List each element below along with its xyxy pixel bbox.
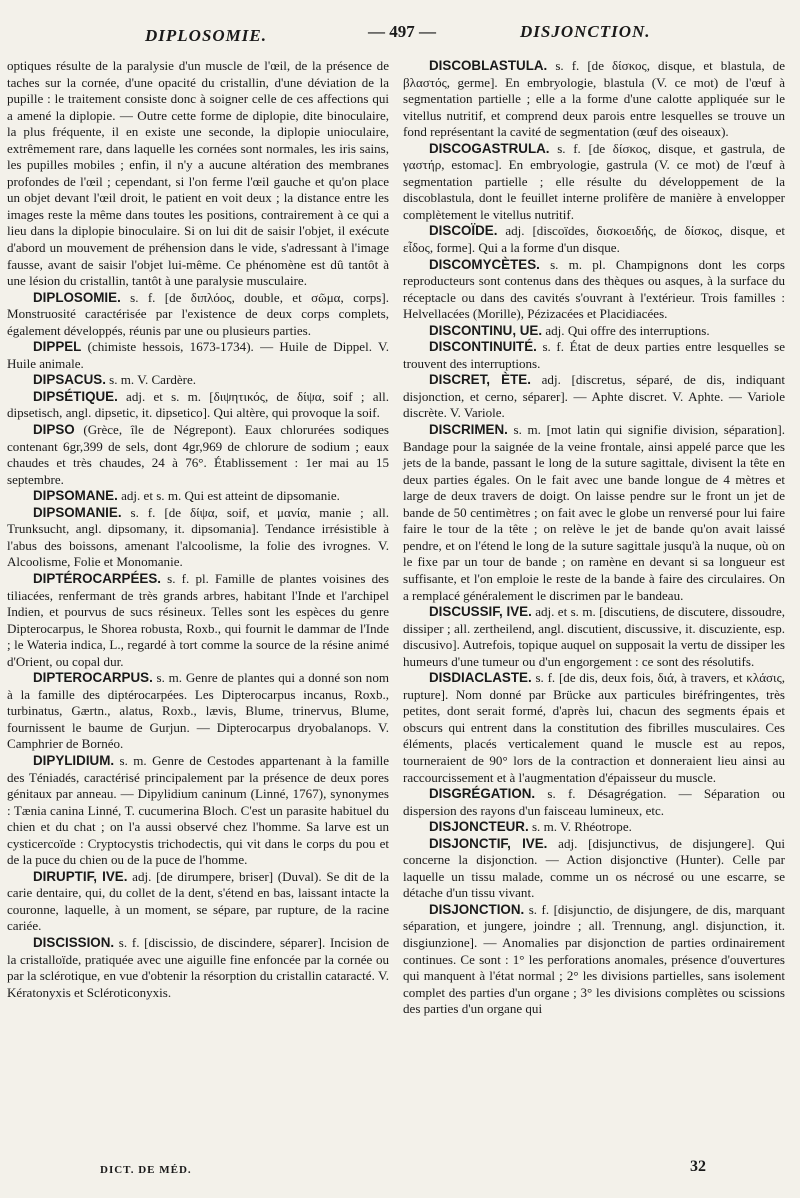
entry-definition: s. m. Genre de plantes qui a donné son nom à la famille des diptérocarpées. Les Dipterocarpus incanus, Roxb., turbinatus, Gærtn., alatus, Roxb., lævis, Blume, trinervus, Blume, fournissent le baume de Gurjun. — Dipterocarpus dryobalanops. V. Camphrier de Bornéo. (7, 670, 389, 752)
entry-headword: DISDIACLASTE. (429, 670, 532, 686)
entry-definition: adj. et s. m. [διψητικός, de δίψα, soif ; all. dipsetisch, angl. dipsetic, it. dipsetico]. Qui altère, qui provoque la soif. (7, 388, 389, 421)
entry-headword: DIPSÉTIQUE. (33, 388, 118, 404)
running-header (0, 14, 800, 48)
dictionary-entry (7, 339, 389, 372)
entry-headword: DISCOBLASTULA. (429, 58, 548, 73)
entry-headword: DIRUPTIF, IVE. (33, 868, 128, 884)
dictionary-entry (7, 422, 389, 488)
dictionary-entry (403, 836, 785, 902)
dictionary-entry (403, 670, 785, 786)
entry-definition: s. f. [de διπλόος, double, et σῶμα, corps]. Monstruosité caractérisée par l'existence de deux corps complets, également développés, réunis par une ou plusieurs parties. (7, 289, 389, 338)
entry-definition: (chimiste hessois, 1673-1734). — Huile de Dippel. V. Huile animale. (7, 339, 389, 371)
entry-headword: DISCUSSIF, IVE. (429, 604, 532, 620)
entry-definition: s. m. [mot latin qui signifie division, séparation]. Bandage pour la saignée de la veine frontale, ainsi appelé parce que les jets de la bande, passant le long de la suture sagittale, divisent la tête en deux parties égales. On le fait avec une bande longue de 4 mètres et large de deux travers de doigt. On laisse pendre sur le front un jet de bande de 50 centimètres ; on fait avec le globe un renversé pour lui faire faire le tour de la tête ; on relève le jet de bande qu'on avait laissé pendre, et on l'étend le long de la suture sagittale jusqu'à la nuque, où on le fixe par un tour de bande ; on ramène en devant si sa longueur est suffisante, et l'on emploie le reste de la bande à faire des circulaires. On a remplacé généralement le discrimen par le bandeau. (403, 422, 785, 603)
entry-headword: DIPYLIDIUM. (33, 752, 115, 768)
entry-definition: optiques résulte de la paralysie d'un muscle de l'œil, de la présence de taches sur la cornée, d'une opacité du cristallin, d'une déviation de la pupille : le traitement consiste donc à soigner celle de ces affections qui a amené la diplopie. — Outre cette forme de diplopie, dite binoculaire, la plus fréquente, il en existe une seconde, la diplopie unioculaire, extrêmement rare, dans laquelle les cornées sont normales, les iris sains, les pupilles mobiles ; enfin, il n'y a aucune altération des membranes profondes de l'œil ; cependant, si l'on ferme l'œil gauche et qu'on place un objet devant l'œil droit, le patient en voit deux ; la distance entre les images reste la même dans toutes les positions, contrairement à ce qui a lieu dans la diplopie binoculaire. Si on lui dit de saisir l'objet, il exécute d'abord un mouvement de préhension dans le vide, s'adressant à l'image fausse, avant de saisir l'objet lui-même. Ce phénomène est dû tantôt à une lésion du cristallin, tantôt à une paralysie musculaire. (7, 58, 389, 289)
entry-headword: DIPSOMANIE. (33, 504, 122, 520)
entry-definition: adj. [discoïdes, δισκοειδής, de δίσκος, disque, et εἶδος, forme]. Qui a la forme d'un disque. (403, 223, 785, 256)
signature-mark: 32 (690, 1158, 706, 1175)
dictionary-entry (403, 223, 785, 256)
entry-definition: adj. et s. m. Qui est atteint de dipsomanie. (117, 488, 340, 504)
entry-definition: s. f. [de δίσκος, disque, et blastula, de βλαστός, germe]. En embryologie, blastula (V. ce mot) de l'œuf à segmentation partielle ; elle a la forme d'une calotte appliquée sur le vitellus nutritif, et comprend deux parois entre lesquelles se trouve un fond représentant la cavité de segmentation (œuf des oiseaux). (403, 58, 785, 140)
entry-definition: s. m. pl. Champignons dont les corps reproducteurs sont contenus dans des thèques ou asques, à la surface du réceptacle ou dans des cavités s'ouvrant à l'extérieur. Trois familles : Helvellacées (Morille), Pézizacées et Placidiacées. (403, 256, 785, 322)
dictionary-entry (7, 290, 389, 340)
dictionary-entry (403, 372, 785, 422)
entry-headword: DISCRIMEN. (429, 422, 508, 438)
dictionary-entry (7, 869, 389, 935)
dictionary-entry (403, 323, 785, 340)
entry-headword: DISCONTINU, UE. (429, 322, 543, 338)
entry-headword: DIPSOMANE. (33, 488, 118, 504)
dictionary-entry (7, 505, 389, 571)
entry-definition: s. m. V. Rhéotrope. (528, 819, 632, 835)
entry-headword: DISCOMYCÈTES. (429, 256, 540, 272)
entry-definition: adj. Qui offre des interruptions. (542, 322, 710, 338)
entry-definition: adj. et s. m. [discutiens, de discutere, dissoudre, dissiper ; all. zertheilend, angl. discutient, discussive, it. discuziente, esp. discusivo]. Autrefois, topique auquel on supposait la vertu de dissiper les humeurs d'une tumeur ou d'un engorgement : ce sont des résolutifs. (403, 604, 785, 669)
header-right-word: DISJONCTION. (520, 22, 651, 41)
entry-definition: s. f. Désagrégation. — Séparation ou dispersion des rayons d'un faisceau lumineux, etc. (403, 786, 785, 818)
dictionary-entry (403, 339, 785, 372)
header-left-word: DIPLOSOMIE. (145, 26, 267, 45)
entry-definition: s. f. État de deux parties entre lesquelles se trouvent des interruptions. (403, 339, 785, 371)
entry-definition: adj. [disjunctivus, de disjungere]. Qui concerne la disjonction. — Action disjonctive (Hunter). Celle par laquelle un tissu malade, comme un os nécrosé ou une escarre, se détache d'un tissu vivant. (403, 835, 785, 901)
entry-headword: DISJONCTEUR. (429, 819, 529, 835)
dictionary-entry (403, 58, 785, 141)
entry-definition: s. m. Genre de Cestodes appartenant à la famille des Téniadés, caractérisé principalement par la présence de deux pores génitaux par anneau. — Dipylidium caninum (Linné, 1767), synonymes : Tænia canina Linné, T. cucumerina Bloch. C'est un parasite habituel du chien et du chat ; on l'a aussi observé chez l'homme. Sa larve est un cysticercoïde : Cryptocystis trichodectis, qui vit dans le corps du pou et de la puce du chien ou de la puce de l'homme. (7, 752, 389, 868)
entry-headword: DISJONCTIF, IVE. (429, 835, 548, 851)
right-column (403, 58, 785, 1018)
entry-headword: DISCONTINUITÉ. (429, 339, 537, 355)
entry-headword: DIPSACUS. (33, 372, 106, 388)
entry-definition: s. f. [discissio, de discindere, séparer]. Incision de la cristalloïde, pratiquée avec une aiguille fine enfoncée par la cornée ou par la sclérotique, en vue d'obtenir la résorption du cristallin cataracté. V. Kératonyxis et Scléroticonyxis. (7, 934, 389, 1000)
dictionary-entry (7, 753, 389, 869)
entry-headword: DIPSO (33, 422, 75, 438)
entry-headword: DISCOÏDE. (429, 223, 498, 239)
entry-definition: adj. [de dirumpere, briser] (Duval). Se dit de la carie dentaire, qui, du collet de la dent, s'étend en bas, laissant intacte la couronne, laquelle, à un moment, se sépare, par rupture, de la racine cariée. (7, 868, 389, 934)
entry-headword: DISJONCTION. (429, 901, 525, 917)
page-number: — 497 — (368, 22, 436, 41)
dictionary-entry (7, 935, 389, 1001)
entry-headword: DIPTÉROCARPÉES. (33, 570, 161, 586)
entry-headword: DIPTEROCARPUS. (33, 670, 153, 686)
entry-definition: s. f. [de δίψα, soif, et μανία, manie ; all. Trunksucht, angl. dipsomany, it. dipsomania]. Tendance irrésistible à l'abus des boissons, amenant l'alcoolisme, la folie des ivrognes. V. Alcoolisme, Folie et Monomanie. (7, 504, 389, 570)
entry-definition: s. f. pl. Famille de plantes voisines des tiliacées, renfermant de très grands arbres, habitant l'Inde et l'archipel Indien, et pourvus de sucs résineux. Telles sont les espèces du genre Dipterocarpus, le Shorea robusta, Roxb., qui fournit le dammar de l'Inde ; le Wateria indica, L., regardé à tort comme la source de la résine animé d'Orient, ou copal dur. (7, 570, 389, 669)
entry-definition: s. f. [disjunctio, de disjungere, de dis, marquant séparation, et jungere, joindre ; all. Trennung, angl. disjunction, it. disgiunzione]. — Anomalies par disjonction de parties ordinairement continues. Ce sont : 1° les perforations anomales, présence d'ouvertures qui manquent à l'état normal ; 2° les divisions partielles, sans isolement complet des parties d'un organe ; 3° les divisions complètes ou scissions des parties d'un organe qui (403, 901, 785, 1017)
entry-headword: DISCISSION. (33, 934, 115, 950)
dictionary-entry (403, 604, 785, 670)
page-footer (0, 1158, 800, 1188)
dictionary-entry (403, 902, 785, 1018)
left-column (7, 58, 389, 1001)
entry-definition: s. f. [de δίσκος, disque, et gastrula, de γαστήρ, estomac]. En embryologie, gastrula (V. ce mot) de l'œuf à segmentation partielle ; elle résulte du développement de la discoblastula, dont le feuillet interne prolifère de manière à envelopper complètement le vitellus nutritif. (403, 140, 785, 222)
entry-headword: DIPPEL (33, 339, 82, 355)
dictionary-entry (7, 488, 389, 505)
dictionary-entry (403, 422, 785, 604)
entry-definition: s. m. V. Cardère. (105, 372, 197, 388)
dictionary-entry (403, 786, 785, 819)
entry-headword: DISCRET, ÈTE. (429, 372, 531, 388)
footer-text: DICT. DE MÉD. (100, 1164, 192, 1176)
dictionary-entry (403, 819, 785, 836)
dictionary-entry (403, 257, 785, 323)
dictionary-entry (7, 670, 389, 753)
dictionary-entry (403, 141, 785, 224)
entry-definition: s. f. [de dis, deux fois, διά, à travers, et κλάσις, rupture]. Nom donné par Brücke aux particules biréfringentes, très petites, dont serait formé, d'après lui, chacun des segments épais et obscurs qui entrent dans la constitution des fibrilles musculaires. Ces éléments, placés verticalement quand le muscle est au repos, tourneraient de 90° lors de la contraction et donneraient lieu ainsi au raccourcissement et à l'augmentation d'épaisseur du muscle. (403, 670, 785, 785)
entry-headword: DIPLOSOMIE. (33, 289, 121, 305)
entry-headword: DISGRÉGATION. (429, 786, 536, 802)
dictionary-entry (7, 389, 389, 422)
dictionary-entry (7, 372, 389, 389)
dictionary-entry (7, 571, 389, 670)
dictionary-entry (7, 58, 389, 290)
entry-definition: adj. [discretus, séparé, de dis, indiquant disjonction, et cerno, séparer]. — Aphte discret. V. Aphte. — Variole discrète. V. Variole. (403, 372, 785, 421)
entry-headword: DISCOGASTRULA. (429, 140, 550, 156)
entry-definition: (Grèce, île de Négrepont). Eaux chlorurées sodiques contenant 6gr,399 de sels, dont 4gr,969 de chlorure de sodium ; eaux chaudes et très chaudes, 24 à 76°. Établissement : 1er mai au 15 septembre. (7, 422, 389, 487)
